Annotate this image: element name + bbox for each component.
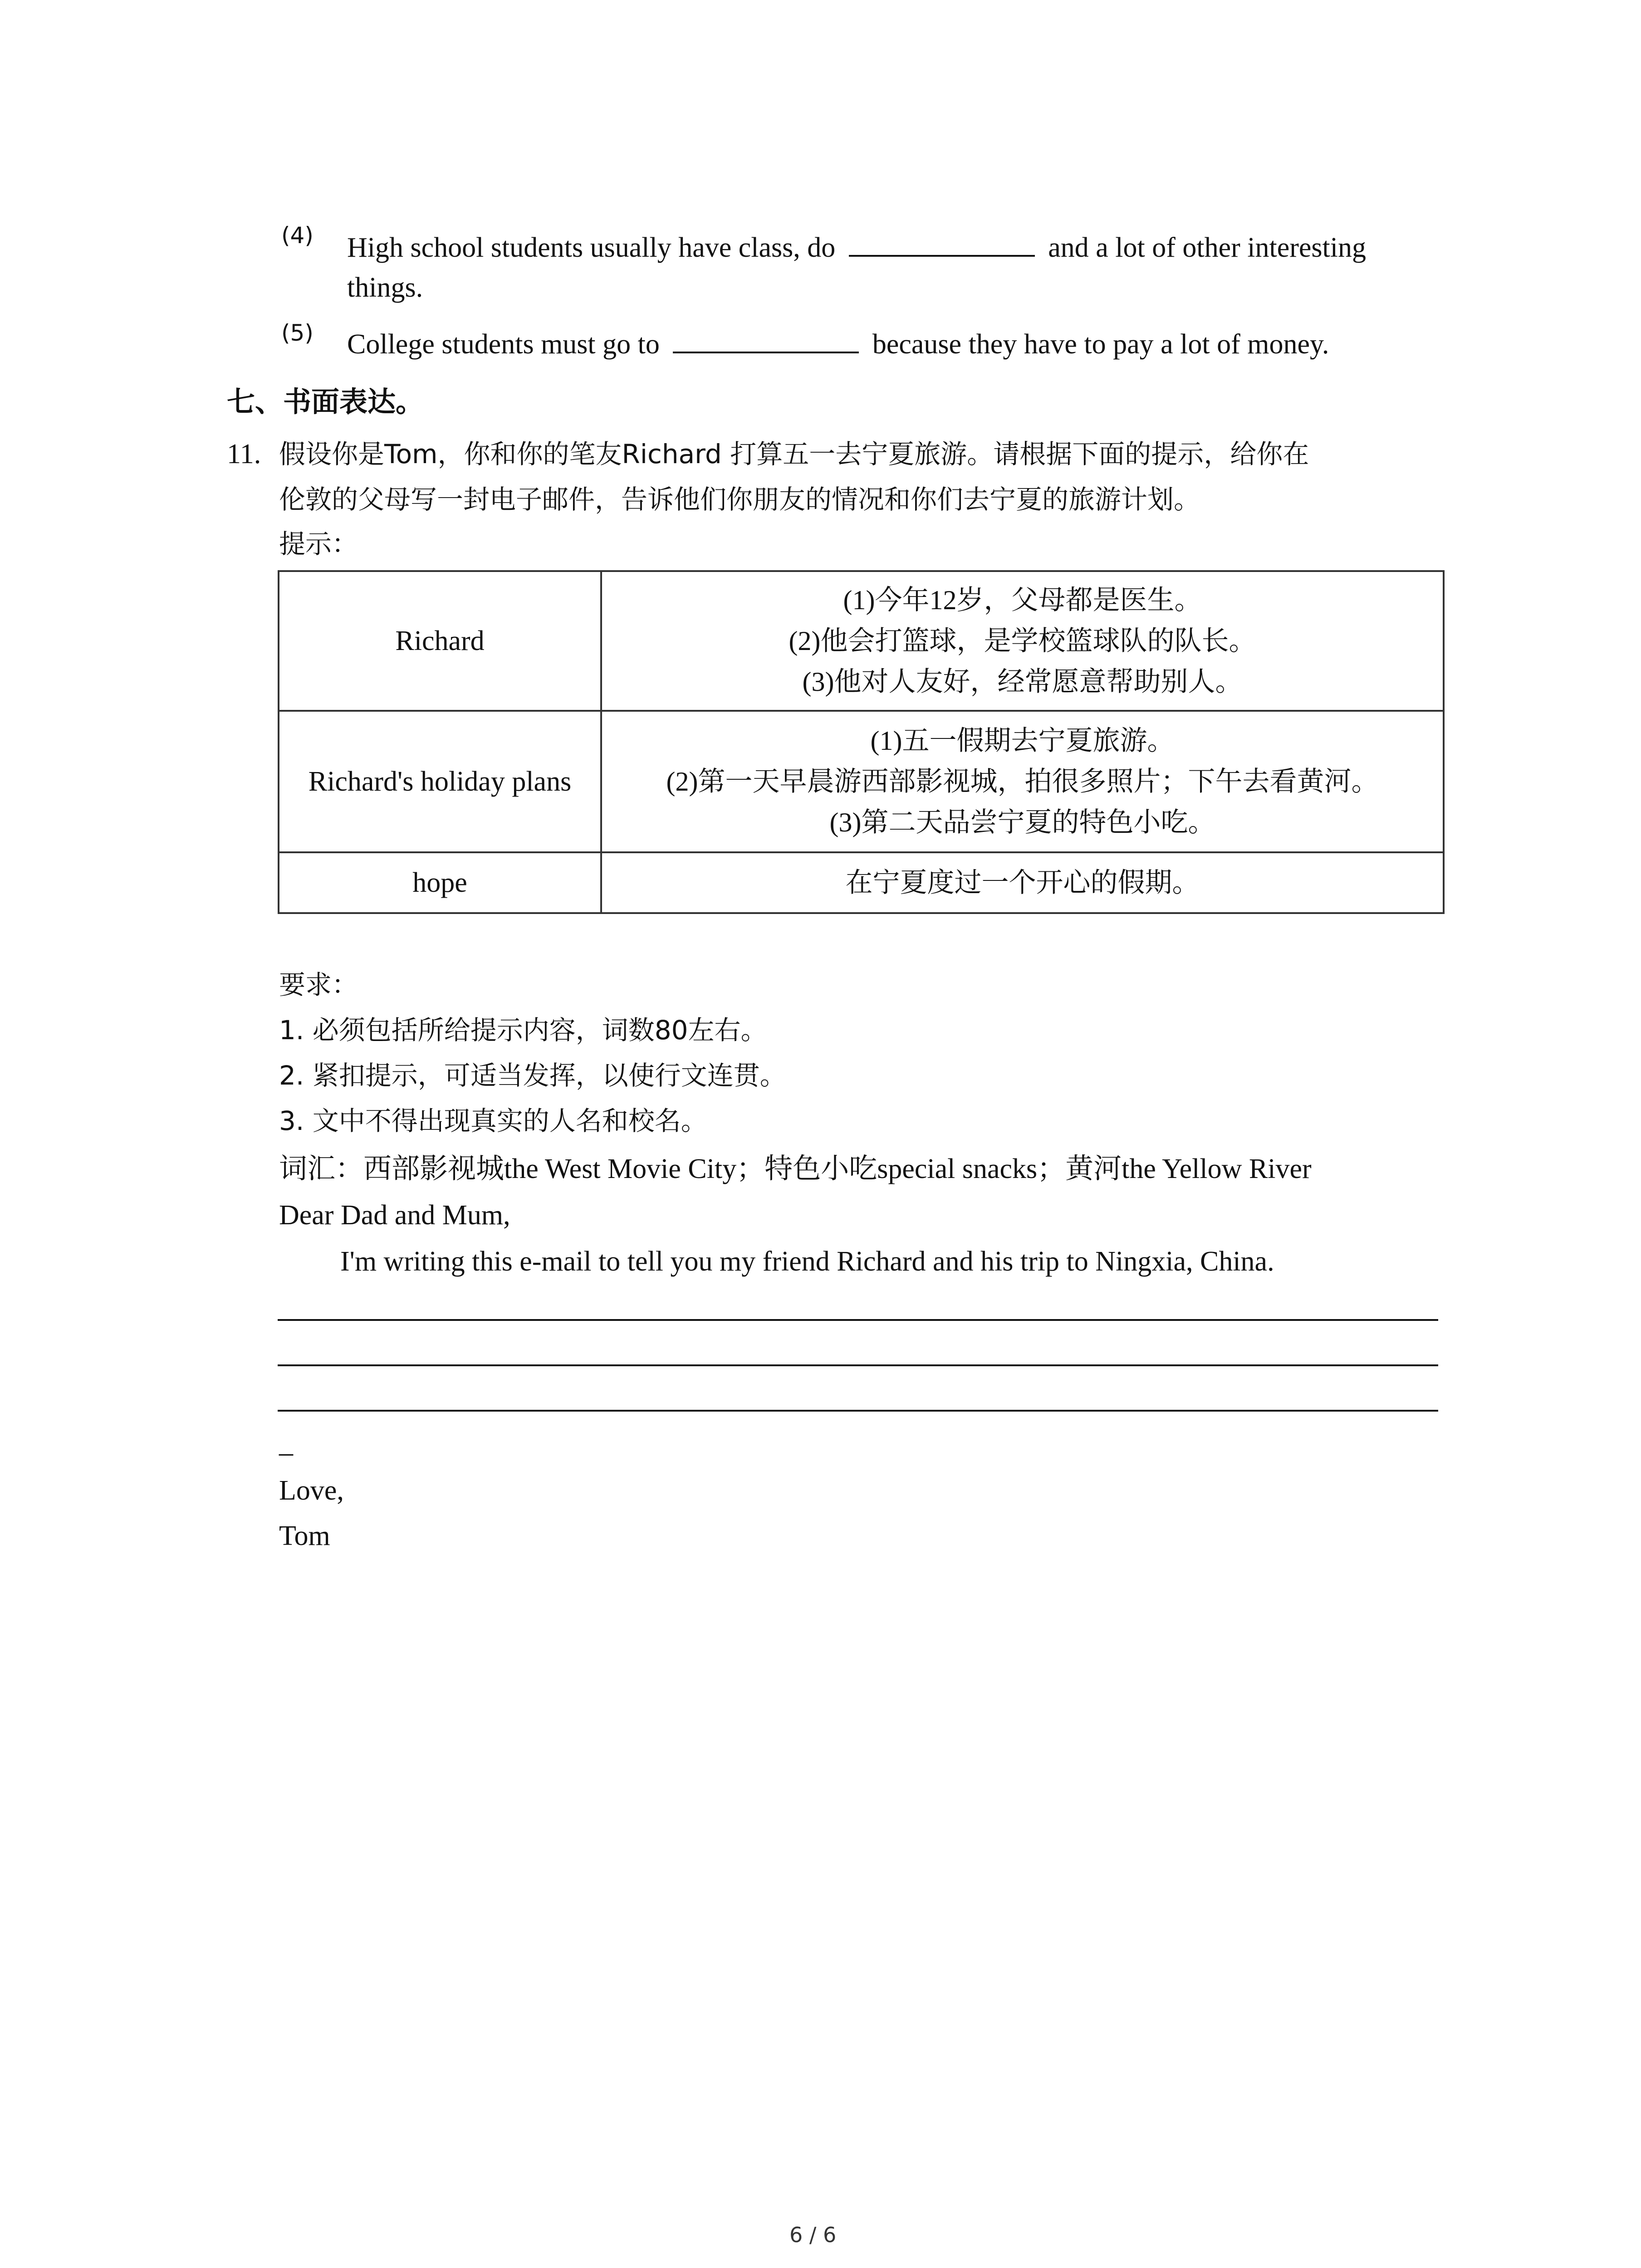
writing-line[interactable] [278, 1319, 1438, 1321]
hint-table [278, 570, 1445, 914]
content-line: (1)五一假期去宁夏旅游。 [870, 726, 1175, 756]
content-line: (1)今年12岁，父母都是医生。 [843, 585, 1202, 615]
writing-line-stub: _ [279, 1427, 293, 1458]
table-row [279, 571, 1444, 711]
item-5-text [347, 323, 1329, 358]
item-4-text [347, 227, 1366, 262]
requirements-title: 要求： [279, 969, 358, 1000]
letter-closing: Love, [279, 1475, 344, 1506]
writing-line[interactable] [278, 1364, 1438, 1366]
requirement-item: 1. 必须包括所给提示内容，词数80左右。 [279, 1015, 767, 1046]
content-line: (3)第二天品尝宁夏的特色小吃。 [829, 807, 1215, 837]
item-text-before: High school students usually have class, do [347, 232, 836, 263]
question-text-line2: 伦敦的父母写一封电子邮件，告诉他们你朋友的情况和你们去宁夏的旅游计划。 [279, 484, 1200, 515]
item-text-after: because they have to pay a lot of money. [872, 329, 1329, 360]
row-content [601, 711, 1444, 852]
question-number: 11. [227, 439, 261, 469]
row-content [601, 852, 1444, 913]
item-text-after: and a lot of other interesting [1048, 232, 1367, 263]
item-4-continuation: things. [347, 272, 423, 303]
row-label: Richard [279, 571, 601, 711]
question-text-line1: 假设你是Tom，你和你的笔友Richard 打算五一去宁夏旅游。请根据下面的提示，给你在 [279, 439, 1309, 469]
content-line: (2)第一天早晨游西部影视城，拍很多照片；下午去看黄河。 [666, 767, 1379, 797]
row-content [601, 571, 1444, 711]
content-line: (2)他会打篮球，是学校篮球队的队长。 [789, 626, 1256, 656]
requirement-item: 2. 紧扣提示，可适当发挥，以使行文连贯。 [279, 1060, 786, 1091]
table-row [279, 711, 1444, 852]
letter-signature: Tom [279, 1520, 330, 1551]
answer-blank[interactable] [673, 323, 859, 353]
vocabulary-line: 词汇：西部影视城the West Movie City；特色小吃special snacks；黄河the Yellow River [279, 1154, 1312, 1184]
letter-greeting: Dear Dad and Mum, [279, 1200, 510, 1231]
letter-opening: I'm writing this e-mail to tell you my friend Richard and his trip to Ningxia, China. [340, 1246, 1274, 1277]
row-label: hope [279, 852, 601, 913]
item-text-before: College students must go to [347, 329, 660, 360]
content-line: (3)他对人友好，经常愿意帮助别人。 [802, 667, 1243, 697]
content-line: 在宁夏度过一个开心的假期。 [845, 868, 1200, 898]
table-row [279, 852, 1444, 913]
requirement-item: 3. 文中不得出现真实的人名和校名。 [279, 1105, 707, 1136]
page-number: 6 / 6 [789, 2223, 837, 2247]
section-heading: 七、书面表达。 [227, 385, 424, 418]
item-number: (5) [281, 320, 314, 346]
item-number: (4) [281, 222, 314, 249]
row-label: Richard's holiday plans [279, 711, 601, 852]
hint-label: 提示： [279, 528, 358, 559]
writing-line[interactable] [278, 1410, 1438, 1412]
answer-blank[interactable] [849, 227, 1035, 257]
